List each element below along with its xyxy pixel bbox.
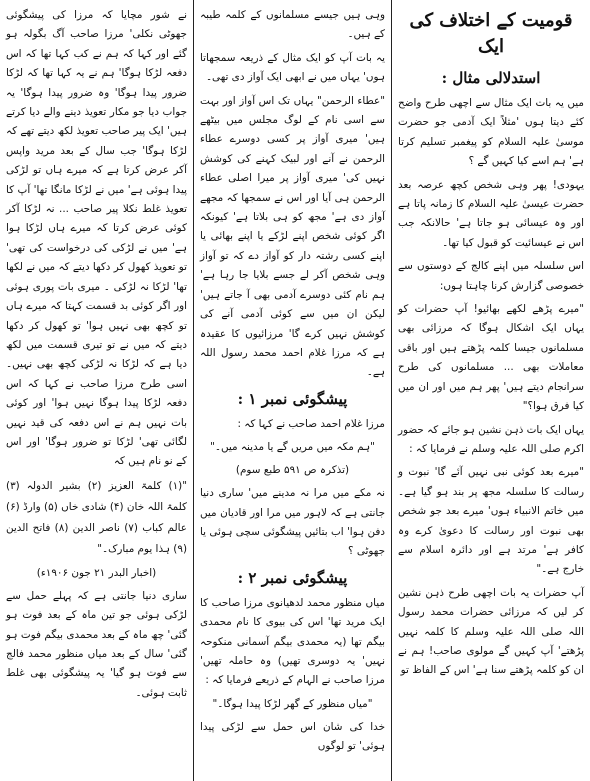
- paragraph: یہ بات آپ کو ایک مثال کے ذریعہ سمجھاتا ہوں' یہاں میں نے ابھی ایک آواز دی تھی۔: [200, 51, 385, 84]
- paragraph: یہودی! پھر وہی شخص کچھ عرصہ بعد حضرت عیسیٰ علیہ السلام کا زمانہ پاتا ہے اور وہ عیسائی ہو جاتا ہے' حالانکہ جب اس نے عیسائیت کو قبول کیا تھا۔: [398, 178, 584, 249]
- column-left: [0, 0, 194, 781]
- column-right: [392, 0, 590, 781]
- names-list: "(۱) کلمۃ العزیز (۲) بشیر الدولہ (۳) کلمۃ اللہ خان (۴) شادی خاں (۵) وارڈ (۶) عالم کباب (۷) ناصر الدین (۸) فاتح الدین (۹) ہذا یوم مبارک۔": [6, 479, 188, 555]
- paragraph: مرزا غلام احمد صاحب نے کہا کہ :: [237, 417, 385, 430]
- paragraph: میاں منظور محمد لدھیانوی مرزا صاحب کا ایک مرید تھا' اس کی بیوی کا نام محمدی بیگم تھا (یہ محمدی بیگم آسمانی منکوحہ نہیں' یہ دوسری تھیں) وہ حاملہ تھیں' مرزا صاحب نے الہام کے ذریعے فرمایا کہ :: [200, 596, 385, 687]
- paragraph: خدا کی شان اس حمل سے لڑکی پیدا ہوئی' تو لوگوں: [200, 720, 385, 753]
- paragraph: یہاں ایک بات ذہن نشین ہو جائے کہ حضور اکرم صلی اللہ علیہ وسلم نے فرمایا کہ :: [398, 423, 584, 455]
- quotation: "میرے پڑھے لکھے بھائیو! آپ حضرات کو یہاں ایک اشکال ہوگا کہ مرزائی بھی مسلمانوں جیسا کلمہ پڑھتے ہیں اور باقی معاملات بھی ... مسلمانوں کی طرح سرانجام دیتے ہیں' پھر ہم میں اور ان میں کیا فرق ہوا؟": [398, 303, 584, 413]
- prophecy-heading-1: پیشگوئی نمبر ۱ :: [237, 389, 348, 408]
- paragraph: وہی ہیں جیسے مسلمانوں کے کلمہ طیبہ کے ہیں۔: [200, 9, 385, 41]
- quotation: "میرے بعد کوئی نبی نہیں آئے گا' نبوت و رسالت کا سلسلہ مجھ پر بند ہو گیا ہے۔ میں خاتم الانبیاء ہوں' میرے بعد جو شخص بھی نبوت اور رسالت کا دعویٰ کرے وہ کافر ہے' مرتد ہے اور دائرہ اسلام سے خارج ہے۔": [398, 466, 584, 576]
- paragraph: نے شور مچایا کہ مرزا کی پیشگوئی جھوٹی نکلی' مرزا صاحب آگ بگولہ ہو گئے اور کہا کہ ہم نے کب کہا تھا کہ اس دفعہ لڑکا ہوگا' ہم نے یہ کہا تھا کہ لڑکا ضرور پیدا ہوگا' وہ ضرور پیدا ہوگا' یہ جواب دیا جو مکار تعویذ دینے والے دیا کرتے ہیں' ایک پیر صاحب تعویذ لکھ دیتے تھے کہ لڑکا ہوگا' جب سال کے بعد مرید واپس آکر عرض کرتا ہے کہ میرے ہاں تو لڑکی پیدا ہوئی ہے' میں نے لڑکا مانگا تھا' آپ کا تعویذ غلط نکلا پیر صاحب ... نہ لڑکا آکر کوئی عرض کرتا کہ میرے ہاں لڑکا ہوا ہے' میں نے لڑکی کی درخواست کی تھی' تو تعویذ کھول کر دکھا دیتے کہ میں نے لکھا تھا' لڑکا نہ لڑکی ۔ میری بات پوری ہوئی اور اگر کوئی بد قسمت کہتا کہ میرے ہاں تو کچھ بھی نہیں ہوا' تو کھول کر دکھا دیتے کہ میں نے تو تیری قسمت میں لکھ دیا ہے کہ لڑکا نہ لڑکی کچھ بھی نہیں۔ اسی طرح مرزا صاحب نے کہا کہ اس دفعہ لڑکا پیدا ہوگا نہیں ہوا' اور کوئی بات نہیں ہم نے اس دفعہ کی قید نہیں لگائی تھی' لڑکا تو ضرور ہوگا' اور اس کے نو نام ہیں کہ: [6, 9, 187, 468]
- paragraph: ساری دنیا جانتی ہے کہ پہلے حمل سے لڑکی ہوئی جو تین ماہ کے بعد فوت ہو گئی' چھ ماہ کے بعد محمدی بیگم فوت ہو گئی' سال کے بعد میاں منظور محمد فالج سے فوت ہو گیا' یہ پیشگوئی بھی غلط ثابت ہوئی۔: [6, 589, 187, 699]
- paragraph: میں یہ بات ایک مثال سے اچھی طرح واضح کئے دیتا ہوں 'مثلاً ایک آدمی جو حضرت موسیٰ علیہ السلام کو پیغمبر تسلیم کرتا ہے' ہم اسے کیا کہیں گے ؟: [398, 97, 584, 168]
- example-subheading: استدلالی مثال :: [441, 69, 541, 87]
- prophecy-heading-2: پیشگوئی نمبر ۲ :: [237, 568, 348, 587]
- paragraph: نہ مکے میں مرا نہ مدینے میں' ساری دنیا جانتی ہے کہ لاہور میں مرا اور قادیان میں دفن ہوا' اب بتائیں پیشگوئی سچی ہوئی یا جھوٹی ؟: [200, 487, 385, 558]
- paragraph: اس سلسلہ میں اپنے کالج کے دوستوں سے خصوصی گزارش کرنا چاہتا ہوں:: [398, 260, 584, 292]
- quotation: "عطاء الرحمن" یہاں تک اس آواز اور بہت سے اسی نام کے لوگ مجلس میں بیٹھے ہیں' میری آواز پر کسی دوسرے عطاء الرحمن نے آنے اور لبیک کہنے کی کوشش نہیں کی' میری آواز پر میرا اصلی عطاء الرحمن ہی آیا اور اس نے سمجھا کہ مجھے آواز دی ہے' مجھ کو ہی بلاتا ہے' کیونکہ اگر کوئی شخص اپنے لڑکے یا اپنے بھائی یا اپنے کسی رشتہ دار کو آواز دے کہ تو آواز وہی شخص آکر لے جسے بلایا جا رہا ہے' ہم نام کئی دوسرے آدمی بھی آ جاتے ہیں' لیکن ان میں سے کوئی آدمی آنے کی کوشش نہیں کرے گا' مرزائیوں کا عقیدہ ہے کہ مرزا غلام احمد محمد رسول اللہ ہے۔: [200, 94, 385, 379]
- paragraph: آپ حضرات یہ بات اچھی طرح ذہن نشین کر لیں کہ مرزائی حضرات محمد رسول اللہ صلی اللہ علیہ وسلم کا کلمہ نہیں پڑھتے' آپ کہیں گے مولوی صاحب! ہم نے ان کو کلمہ پڑھتے سنا ہے' اس کے الفاظ تو: [398, 586, 584, 677]
- section-heading: قومیت کے اختلاف کی ایک: [409, 10, 573, 57]
- quotation: "میاں منظور کے گھر لڑکا پیدا ہوگا۔": [212, 697, 373, 710]
- reference: (اخبار البدر ۲۱ جون ۱۹۰۶ء): [36, 566, 157, 579]
- column-middle: [194, 0, 392, 781]
- reference: (تذکرہ ص ۵۹۱ طبع سوم): [235, 464, 350, 477]
- quotation: "ہم مکہ میں مریں گے یا مدینہ میں۔": [210, 441, 375, 454]
